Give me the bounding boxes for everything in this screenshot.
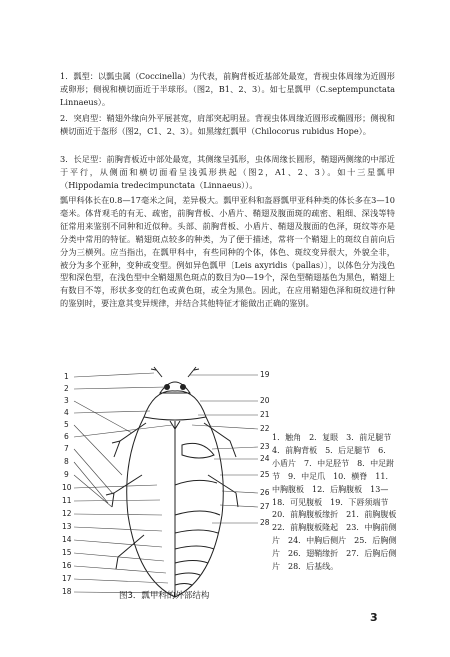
- label-20: 20: [260, 396, 270, 405]
- label-10: 10: [62, 483, 72, 492]
- left-number-labels: [62, 372, 72, 596]
- label-4: 4: [64, 408, 69, 417]
- label-24: 24: [260, 454, 270, 463]
- label-14: 14: [62, 535, 72, 544]
- page-number: 3: [370, 611, 378, 624]
- paragraph-chilocorus-type: 2．突肩型：鞘翅外缘向外平展甚宽，肩部突起明显。背视虫体周缘近圆形或椭圆形；侧视和横切面近于盔形（图2，C1、2、3）。如黑缘红瓢甲（Chilocorus rubidus Hope）。: [60, 113, 395, 136]
- ladybird-structure-diagram: [62, 365, 282, 603]
- label-11: 11: [62, 496, 72, 505]
- label-27: 27: [260, 502, 270, 511]
- label-26: 26: [260, 488, 270, 497]
- right-number-labels: [260, 370, 270, 527]
- paragraph-coccinella-type: 1．瓢型：以瓢虫属（Coccinella）为代表，前胸背板近基部处最宽，背视虫体周缘为近圆形或卵形；侧视和横切面近于半球形。（图2，B1、2、3）。如七星瓢甲（C.septempunctata Linnaeus）。: [60, 71, 395, 107]
- label-21: 21: [260, 410, 270, 419]
- right-leader-lines: [190, 375, 258, 523]
- paragraph-hippodamia-type: 3．长足型：前胸背板近中部处最宽，其侧缘呈弧形，虫体周缘长圆形，鞘翅两侧缘的中部近于平行，从侧面和横切面看呈浅弧形拱起（图2，A1、2、3）。如十三星瓢甲（Hippodamia tredecimpunctata（Linnaeus））。: [60, 154, 395, 190]
- label-6: 6: [64, 432, 69, 441]
- label-16: 16: [62, 561, 72, 570]
- label-18: 18: [62, 587, 72, 596]
- label-8: 8: [64, 457, 69, 466]
- beetle-outline: [106, 367, 238, 597]
- left-leader-lines: [74, 373, 172, 593]
- label-23: 23: [260, 442, 270, 451]
- compound-eyes: [164, 384, 186, 390]
- label-15: 15: [62, 548, 72, 557]
- figure-caption: 图3．瓢甲科的外部结构: [119, 591, 210, 601]
- label-1: 1: [64, 372, 69, 381]
- label-7: 7: [64, 444, 69, 453]
- label-25: 25: [260, 470, 270, 479]
- label-9: 9: [64, 470, 69, 479]
- label-3: 3: [64, 396, 69, 405]
- label-2: 2: [64, 384, 69, 393]
- label-13: 13: [62, 522, 72, 531]
- label-22: 22: [260, 424, 270, 433]
- figure-legend: 1．触角 2．复眼 3．前足腿节 4．前胸背板 5．后足腿节 6．小盾片 7．中足胫节 8．中足跗节 9．中足爪 10．横脊 11．中胸腹板 12．后胸腹板 13—18．可见腹板 19．下唇须端节 20．前胸腹板缘折 21．前胸腹板 22．前胸腹板隆起 23．中胸前侧片 24．中胸后侧片 25．后胸侧片 26．翅鞘缘折 27．后胸后侧片 28．后基线。: [272, 433, 405, 572]
- paragraph-general-description: 瓢甲科体长在0.8—17毫米之间，差异极大。瓢甲亚科和盔唇瓢甲亚科种类的体长多在3—10毫米。体背观毛的有无、疏密，前胸背板、小盾片、鞘翅及腹面斑的疏密、粗细、深浅等特征常用来鉴别不同种和近似种。头部、前胸背板、小盾片、鞘翅及腹面的色泽，斑纹等亦是分类中常用的特征。鞘翅斑点较多的种类，为了便于描述，常将一个鞘翅上的斑纹自前向后分为三横列。应当指出，在瓢甲科中，有些同种的个体，体色、斑纹变异很大，外貌全非，被分为多个亚种，变种或变型。例如异色瓢甲〔Leis axyridis（pallas）〕，以体色分为浅色型和深色型，在浅色型中全鞘翅黑色斑点的数目为0—19个，深色型鞘翅基色为黑色，鞘翅上有数目不等，形状多变的红色或黄色斑，或全为黑色。因此，在应用鞘翅色泽和斑纹进行种的鉴别时，要注意其变异规律，并结合其他特征才能做出正确的鉴别。: [60, 195, 395, 309]
- label-12: 12: [62, 509, 72, 518]
- label-17: 17: [62, 574, 72, 583]
- label-28: 28: [260, 518, 270, 527]
- label-19: 19: [260, 370, 270, 379]
- label-5: 5: [64, 420, 69, 429]
